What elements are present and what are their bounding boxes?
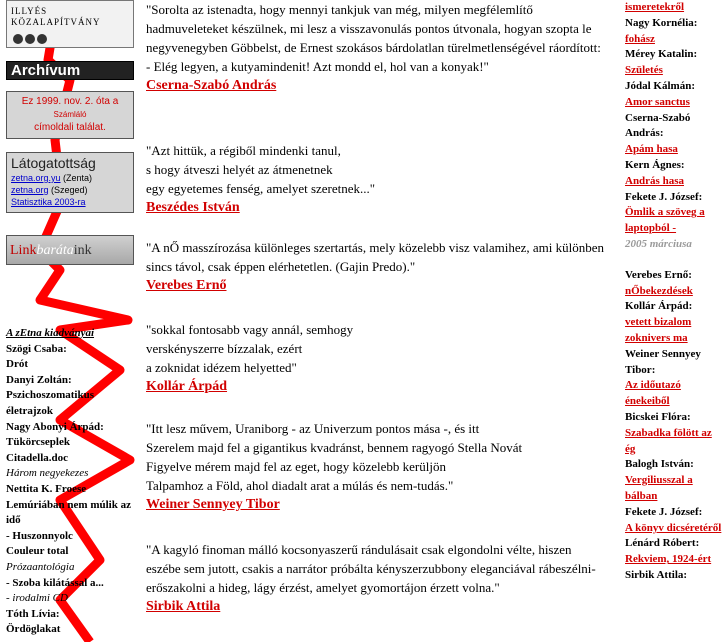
foundation-logo[interactable] (6, 0, 134, 48)
article-link[interactable]: Vergiliusszal a bálban (625, 474, 693, 502)
publication-item[interactable]: Drót (6, 358, 28, 371)
author-name: Fekete J. József: (625, 190, 703, 203)
linkbar-part3: ink (73, 243, 92, 258)
author-link[interactable]: Cserna-Szabó András (146, 78, 277, 93)
quote-block (146, 540, 606, 616)
article-link[interactable]: nŐbekezdések (625, 284, 693, 297)
publication-item: Prózaantológia (6, 560, 75, 573)
quote-text: "A kagyló finoman málló kocsonyaszerű rándulásait csak elgondolni vélte, hiszen eszébe sem jutott, csakis a narrátor próbálta kényszerzubbony eleganciával rábeszélni-erőszakolni a hideg, lágy érzést, amelyet gyomortájon érzett volna." (146, 542, 596, 595)
article-link[interactable]: Születés (625, 64, 663, 77)
author-link[interactable]: Sirbik Attila (146, 599, 221, 614)
visits-title: Látogatottság (11, 155, 96, 171)
publication-item[interactable]: Szögi Csaba: (6, 342, 67, 355)
quote-block (146, 0, 606, 95)
publication-item[interactable]: Ördöglakat (6, 623, 61, 636)
publication-item[interactable]: - Huszonnyolc (6, 529, 73, 542)
author-name: Lénárd Róbert: (625, 537, 700, 550)
article-link[interactable]: Az időutazó énekeiből (625, 379, 681, 408)
publications-list (6, 326, 138, 638)
publication-item[interactable]: Tükörcseplek (6, 436, 70, 449)
author-name: Cserna-Szabó András: (625, 111, 691, 140)
quote-block (146, 238, 606, 295)
counter-line3: címoldali találat. (34, 122, 106, 133)
publication-item[interactable]: Tóth Lívia: (6, 607, 60, 620)
author-name: Jódal Kálmán: (625, 79, 695, 92)
counter-line1: Ez 1999. nov. 2. óta a (21, 96, 119, 107)
author-name: Weiner Sennyey Tibor: (625, 347, 701, 376)
article-link[interactable]: Rekviem, 1924-ért (625, 553, 712, 566)
author-link[interactable]: Verebes Ernő (146, 278, 227, 293)
publications-header: A zEtna kiadványai (6, 327, 95, 339)
logo-text: ILLYÉS KÖZALAPÍTVÁNY (11, 6, 101, 27)
author-name: Mérey Katalin: (625, 48, 698, 61)
quote-block (146, 419, 606, 514)
archive-button[interactable]: Archívum (6, 61, 134, 80)
zenta-note: (Zenta) (60, 173, 93, 183)
friend-links-button[interactable] (6, 235, 134, 265)
publication-item[interactable]: - Szoba kilátással a... (6, 576, 104, 589)
quote-text: "sokkal fontosabb vagy annál, semhogy verskényszerre bízzalak, ezért a zoknidat idézem helyetted" (146, 322, 354, 375)
quote-block (146, 320, 606, 396)
author-name: Kern Ágnes: (625, 158, 685, 171)
author-link[interactable]: Kollár Árpád (146, 379, 228, 394)
publication-item: Három negyekezes (6, 467, 89, 480)
quote-text: "A nŐ masszírozása különleges szertartás, mely közelebb visz valamihez, ami különben sincs távol, csak éppen elérhetetlen. (Gajin Predo)." (146, 240, 604, 274)
author-link[interactable]: Beszédes István (146, 200, 240, 215)
visits-box (6, 152, 134, 213)
publication-item[interactable]: Citadella.doc (6, 451, 69, 464)
article-link[interactable]: András hasa (625, 174, 684, 187)
quote-block (146, 141, 606, 217)
author-name: Verebes Ernő: (625, 268, 692, 281)
article-link[interactable]: Szabadka fölött az ég (625, 426, 712, 455)
author-name: Balogh István: (625, 458, 694, 471)
zenta-link[interactable]: zetna.org.yu (11, 173, 61, 183)
logo-dots-icon (13, 31, 49, 49)
publication-item[interactable]: Lemúriában nem múlik az idő (6, 498, 131, 527)
left-sidebar (0, 0, 138, 642)
publication-item[interactable]: Danyi Zoltán: (6, 373, 72, 386)
publication-item: - irodalmi CD (6, 592, 68, 605)
szeged-link[interactable]: zetna.org (11, 185, 49, 195)
author-name: Sirbik Attila: (625, 568, 688, 581)
article-link[interactable]: Apám hasa (625, 143, 678, 156)
quote-text: "Sorolta az istenadta, hogy mennyi tankjuk van még, milyen megfélemlítő hadmuveleteket készülnek, mi lesz a visszavonulás pontos útvonala, hogyan szopta le negyvenegyben Göbbelst, de Ernest szokásos bárdolatlan türelmetlenségével ráordított: - Elég legyen, a kutyamindenit! Azt mondd el, hol van a konyak!" (146, 2, 601, 74)
szeged-note: (Szeged) (48, 185, 88, 195)
publication-item[interactable]: Couleur total (6, 545, 69, 558)
author-name: Nagy Kornélia: (625, 16, 698, 29)
quote-text: "Azt hittük, a régiből mindenki tanul, s hogy átveszi helyét az átmenetnek egy egyetemes fenség, amelyet szeretnek..." (146, 143, 376, 196)
quote-text: "Itt lesz művem, Uraniborg - az Univerzum pontos mása -, és itt Szerelem majd fel a gigantikus kvadránst, bennem ragyogó Stella Novát Figyelve mérem majd fel az eget, hogy közelebb kerüljön Talpamhoz a Föld, ahol diadalt arat a múlás és nem-tudás." (146, 421, 523, 493)
publication-item[interactable]: Nagy Abonyi Árpád: (6, 420, 104, 433)
linkbar-part1: Link (10, 243, 37, 258)
article-link[interactable]: Amor sanctus (625, 95, 690, 108)
author-name: Fekete J. József: (625, 505, 703, 518)
counter-line2: Számláló (53, 110, 87, 119)
article-link[interactable]: Ömlik a szöveg a laptopból - (625, 206, 705, 235)
stats-link[interactable]: Statisztika 2003-ra (11, 197, 86, 207)
author-link[interactable]: Weiner Sennyey Tibor (146, 497, 280, 512)
spacer (625, 253, 724, 268)
right-sidebar (625, 0, 724, 584)
date-label: 2005 márciusa (625, 237, 692, 250)
author-name: Kollár Árpád: (625, 300, 693, 313)
author-name: Bicskei Flóra: (625, 410, 691, 423)
article-link[interactable]: fohász (625, 32, 655, 45)
article-link[interactable]: ismeretekről (625, 1, 685, 13)
linkbar-part2: baráta (36, 243, 74, 258)
visit-counter-box (6, 91, 134, 139)
article-link[interactable]: vetett bizalom zoknivers ma (625, 316, 692, 344)
article-link[interactable]: A könyv dicséretéről (625, 521, 722, 534)
publication-item[interactable]: Nettita K. Froese (6, 482, 87, 495)
publication-item[interactable]: Pszichoszomatikus életrajzok (6, 389, 94, 417)
